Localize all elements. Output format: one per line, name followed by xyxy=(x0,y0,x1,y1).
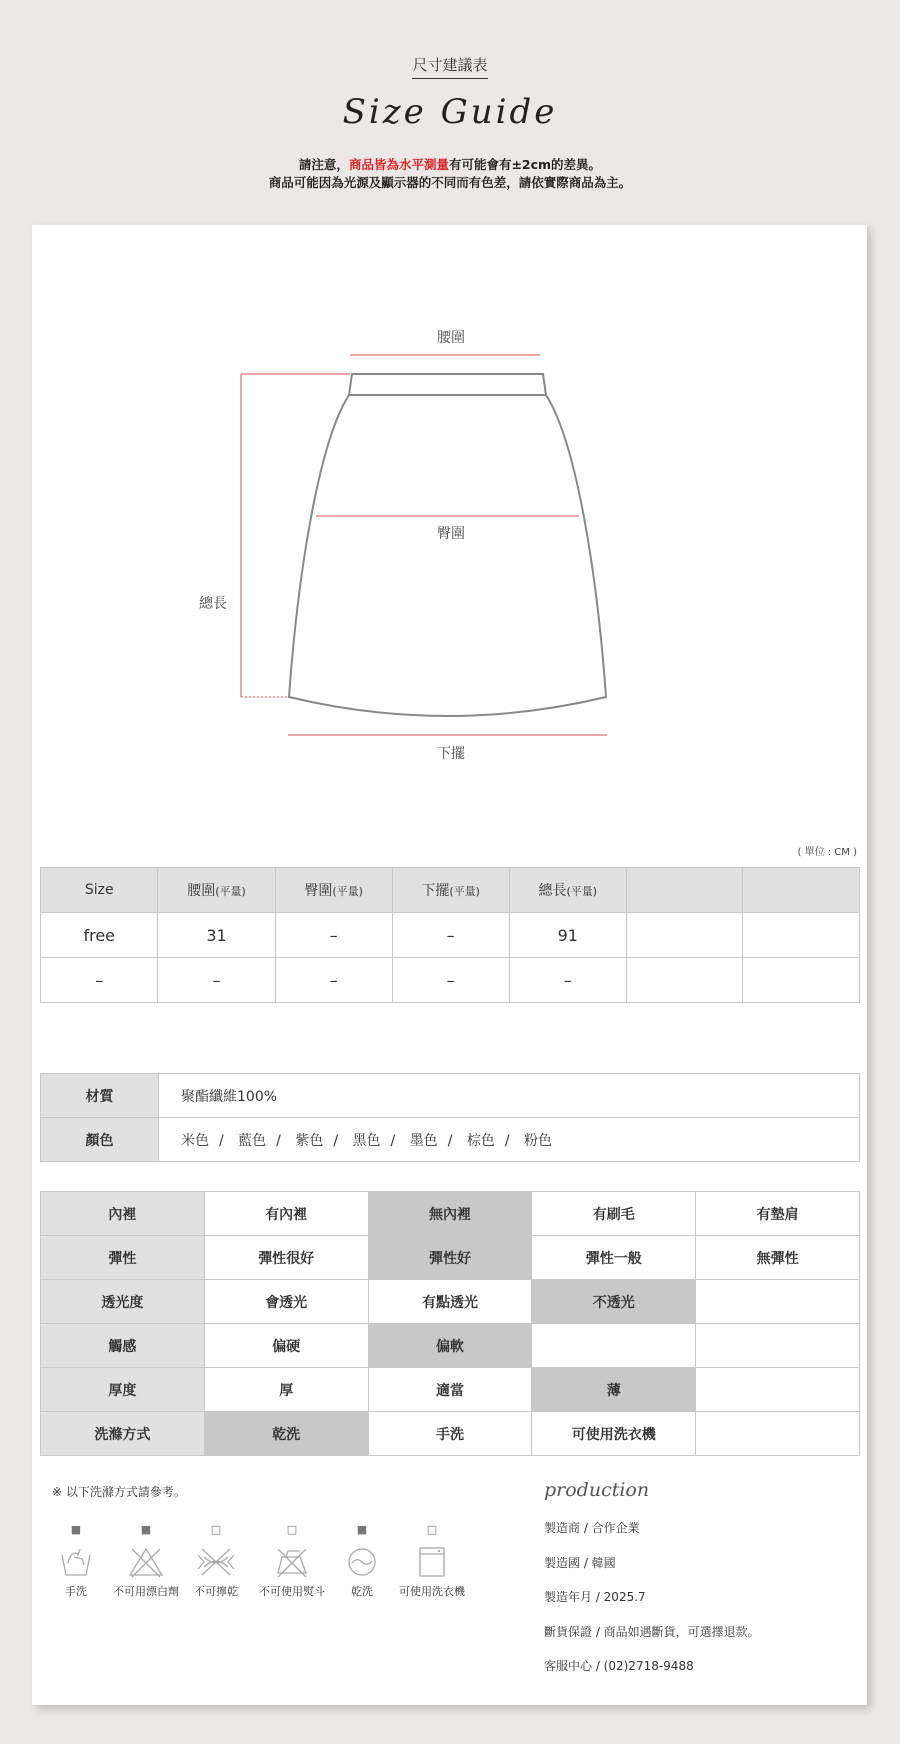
attribute-row xyxy=(41,1236,860,1280)
attribute-option xyxy=(532,1324,696,1368)
color-option: 棕色 xyxy=(466,1132,495,1149)
table-cell: – xyxy=(275,913,392,958)
attribute-row xyxy=(41,1192,860,1236)
attribute-row xyxy=(41,1324,860,1368)
attribute-option xyxy=(696,1280,860,1324)
attribute-option: 彈性一般 xyxy=(532,1236,696,1280)
attribute-option: 偏硬 xyxy=(204,1324,368,1368)
attribute-label: 洗滌方式 xyxy=(41,1412,205,1456)
hem-header: 下擺(平量) xyxy=(392,868,509,913)
size-guide-card xyxy=(32,225,867,1705)
material-row xyxy=(41,1074,860,1118)
table-cell xyxy=(626,913,743,958)
length-label: 總長 xyxy=(199,596,227,612)
table-cell: 91 xyxy=(509,913,626,958)
attribute-option: 可使用洗衣機 xyxy=(532,1412,696,1456)
table-cell xyxy=(743,913,860,958)
service-info: 客服中心 / (02)2718-9488 xyxy=(544,1659,694,1673)
no-iron-icon xyxy=(274,1545,310,1579)
color-option: 黑色 xyxy=(352,1132,381,1149)
size-table-header xyxy=(41,868,860,913)
care-item-hand-wash: ■ 手洗 xyxy=(36,1523,116,1599)
hip-header: 臀圍(平量) xyxy=(275,868,392,913)
material-label: 材質 xyxy=(41,1074,159,1118)
material-value: 聚酯纖維100% xyxy=(159,1074,860,1118)
size-header: Size xyxy=(41,868,158,913)
table-row xyxy=(41,958,860,1003)
material-table xyxy=(40,1073,860,1162)
attribute-option: 適當 xyxy=(368,1368,532,1412)
waist-label: 腰圍 xyxy=(437,330,465,346)
attribute-option: 有內裡 xyxy=(204,1192,368,1236)
empty-header xyxy=(626,868,743,913)
attribute-row xyxy=(41,1368,860,1412)
attribute-option: 有刷毛 xyxy=(532,1192,696,1236)
table-cell: – xyxy=(392,958,509,1003)
dry-clean-icon xyxy=(344,1545,380,1579)
attribute-option: 無內裡 xyxy=(368,1192,532,1236)
attribute-option: 偏軟 xyxy=(368,1324,532,1368)
attribute-option xyxy=(696,1324,860,1368)
color-option: 墨色 xyxy=(409,1132,438,1149)
care-item-washing-machine: □ 可使用洗衣機 xyxy=(392,1523,472,1599)
hand-wash-icon xyxy=(58,1545,94,1579)
attribute-label: 內裡 xyxy=(41,1192,205,1236)
notice-highlight: 商品皆為水平測量 xyxy=(348,157,449,172)
attribute-row xyxy=(41,1280,860,1324)
attribute-label: 彈性 xyxy=(41,1236,205,1280)
attribute-option: 不透光 xyxy=(532,1280,696,1324)
attribute-label: 厚度 xyxy=(41,1368,205,1412)
no-wring-icon xyxy=(196,1545,236,1579)
country-info: 製造國 / 韓國 xyxy=(544,1556,616,1570)
care-item-no-wring: □ 不可擰乾 xyxy=(176,1523,256,1599)
color-option: 粉色 xyxy=(524,1132,553,1149)
no-bleach-icon xyxy=(128,1545,164,1579)
care-item-no-iron: □ 不可使用熨斗 xyxy=(252,1523,332,1599)
color-row xyxy=(41,1118,860,1162)
color-option: 米色 xyxy=(181,1132,209,1149)
empty-header xyxy=(743,868,860,913)
table-cell: – xyxy=(158,958,275,1003)
attribute-table xyxy=(40,1191,860,1456)
attribute-option: 彈性很好 xyxy=(204,1236,368,1280)
care-note: ※ 以下洗滌方式請參考。 xyxy=(52,1485,186,1499)
color-option: 紫色 xyxy=(295,1132,324,1149)
table-cell xyxy=(626,958,743,1003)
color-option: 藍色 xyxy=(238,1132,267,1149)
size-table xyxy=(40,867,860,1003)
table-row xyxy=(41,913,860,958)
table-cell: – xyxy=(392,913,509,958)
attribute-option: 無彈性 xyxy=(696,1236,860,1280)
care-checkbox: ■ xyxy=(356,1523,368,1536)
care-item-dry-clean: ■ 乾洗 xyxy=(322,1523,402,1599)
table-cell xyxy=(743,958,860,1003)
attribute-option: 手洗 xyxy=(368,1412,532,1456)
page-title: Size Guide xyxy=(342,92,558,132)
attribute-row xyxy=(41,1412,860,1456)
skirt-diagram xyxy=(32,225,867,825)
unit-label: ( 單位 : CM ) xyxy=(797,847,857,858)
waist-header: 腰圍(平量) xyxy=(158,868,275,913)
table-cell: – xyxy=(41,958,158,1003)
attribute-option: 乾洗 xyxy=(204,1412,368,1456)
hip-label: 臀圍 xyxy=(437,526,465,542)
attribute-option xyxy=(696,1412,860,1456)
care-checkbox: □ xyxy=(426,1523,438,1536)
washing-machine-icon xyxy=(414,1545,450,1579)
color-list: 米色 / 藍色 / 紫色 / 黑色 / 墨色 / 棕色 / 粉色 xyxy=(159,1118,860,1162)
attribute-option: 彈性好 xyxy=(368,1236,532,1280)
production-title: production xyxy=(544,1479,650,1501)
attribute-option: 會透光 xyxy=(204,1280,368,1324)
care-checkbox: □ xyxy=(210,1523,222,1536)
attribute-label: 透光度 xyxy=(41,1280,205,1324)
date-info: 製造年月 / 2025.7 xyxy=(544,1590,646,1604)
measurement-notice: 請注意，商品皆為水平測量有可能會有±2cm的差異。 商品可能因為光源及顯示器的不同而有色差，請依實際商品為主。 xyxy=(268,157,632,190)
attribute-option: 厚 xyxy=(204,1368,368,1412)
attribute-option: 有墊肩 xyxy=(696,1192,860,1236)
length-header: 總長(平量) xyxy=(509,868,626,913)
table-cell: – xyxy=(275,958,392,1003)
guarantee-info: 斷貨保證 / 商品如遇斷貨，可選擇退款。 xyxy=(544,1625,760,1639)
hem-label: 下擺 xyxy=(437,746,465,762)
table-cell: – xyxy=(509,958,626,1003)
table-cell: 31 xyxy=(158,913,275,958)
attribute-option xyxy=(696,1368,860,1412)
care-checkbox: □ xyxy=(286,1523,298,1536)
care-item-no-bleach: ■ 不可用漂白劑 xyxy=(106,1523,186,1599)
attribute-option: 薄 xyxy=(532,1368,696,1412)
attribute-label: 觸感 xyxy=(41,1324,205,1368)
manufacturer-info: 製造商 / 合作企業 xyxy=(544,1521,640,1535)
care-checkbox: ■ xyxy=(140,1523,152,1536)
care-checkbox: ■ xyxy=(70,1523,82,1536)
color-label: 顏色 xyxy=(41,1118,159,1162)
size-chart-subtitle: 尺寸建議表 xyxy=(0,54,900,75)
table-cell: free xyxy=(41,913,158,958)
attribute-option: 有點透光 xyxy=(368,1280,532,1324)
